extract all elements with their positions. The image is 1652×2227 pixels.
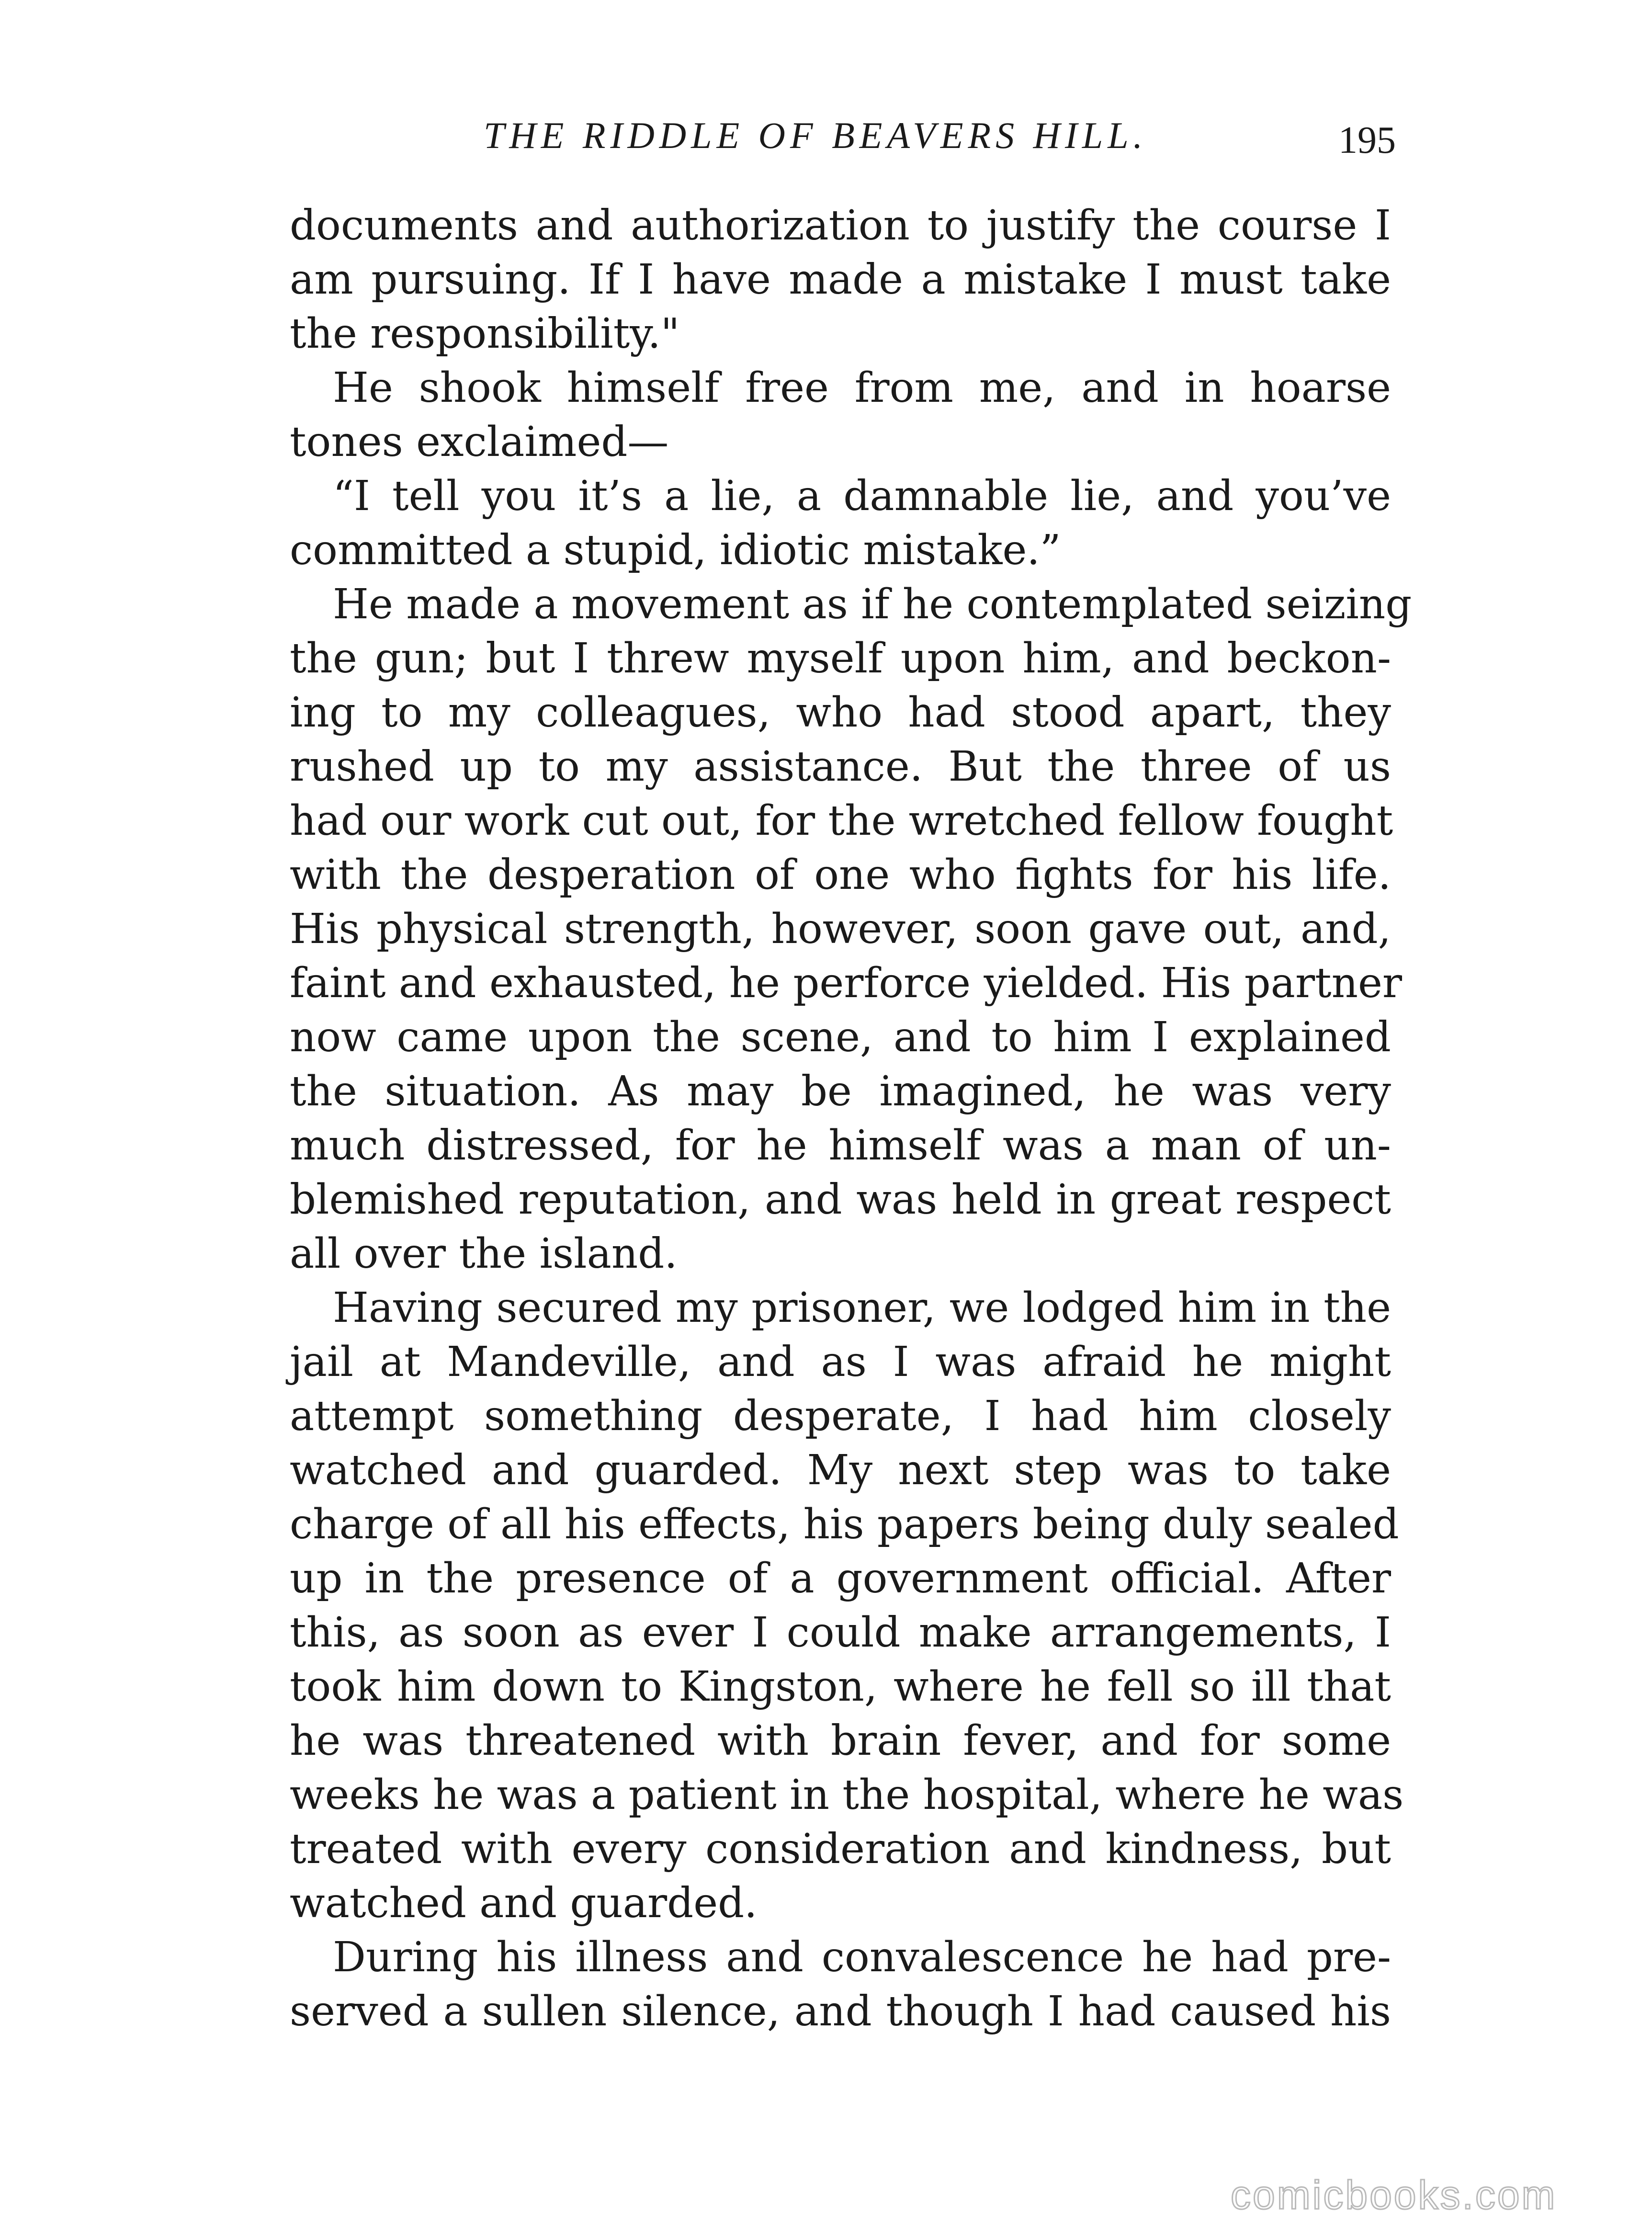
text-line: am pursuing. If I have made a mistake I must take	[290, 256, 1391, 304]
text-line: charge of all his effects, his papers being duly sealed	[290, 1500, 1399, 1548]
text-line: with the desperation of one who fights for his life.	[290, 851, 1391, 899]
text-line: the responsibility."	[290, 310, 680, 358]
text-line: this, as soon as ever I could make arrangements, I	[290, 1609, 1391, 1657]
text-line: documents and authorization to justify the course I	[290, 202, 1391, 250]
text-line: jail at Mandeville, and as I was afraid he might	[290, 1338, 1391, 1386]
text-line: he was threatened with brain fever, and for some	[290, 1717, 1391, 1765]
text-line: rushed up to my assistance. But the three of us	[290, 743, 1391, 791]
paragraph-start-line: “I tell you it’s a lie, a damnable lie, and you’ve	[333, 472, 1391, 520]
text-line: faint and exhausted, he perforce yielded. His partner	[290, 959, 1403, 1007]
text-line: up in the presence of a government official. After	[290, 1555, 1391, 1602]
text-line: the gun; but I threw myself upon him, and beckon-	[290, 635, 1391, 682]
text-line: ing to my colleagues, who had stood apart, they	[290, 689, 1391, 737]
text-line: had our work cut out, for the wretched fellow fought	[290, 797, 1393, 845]
paragraph-start-line: He made a movement as if he contemplated seizing	[333, 580, 1412, 628]
text-line: committed a stupid, idiotic mistake.”	[290, 526, 1061, 574]
text-line: treated with every consideration and kindness, but	[290, 1825, 1391, 1873]
page-number: 195	[1338, 119, 1396, 161]
text-line: attempt something desperate, I had him closely	[290, 1392, 1391, 1440]
watermark: comicbooks.com	[1231, 2172, 1557, 2217]
text-line: weeks he was a patient in the hospital, where he was	[290, 1771, 1404, 1819]
text-line: took him down to Kingston, where he fell so ill that	[290, 1663, 1391, 1711]
text-line: His physical strength, however, soon gave out, and,	[290, 905, 1391, 953]
text-line: the situation. As may be imagined, he was very	[290, 1068, 1391, 1115]
text-line: now came upon the scene, and to him I explained	[290, 1013, 1391, 1061]
text-line: served a sullen silence, and though I had caused his	[290, 1988, 1391, 2035]
text-line: much distressed, for he himself was a man of un-	[290, 1122, 1391, 1170]
text-line: all over the island.	[290, 1230, 678, 1278]
text-line: watched and guarded. My next step was to take	[290, 1446, 1391, 1494]
text-line: watched and guarded.	[290, 1879, 758, 1927]
text-line: tones exclaimed—	[290, 418, 669, 466]
running-title: THE RIDDLE OF BEAVERS HILL.	[484, 114, 1148, 156]
paragraph-start-line: He shook himself free from me, and in hoarse	[333, 364, 1391, 412]
body-text	[290, 199, 1412, 2039]
text-line: blemished reputation, and was held in great respect	[290, 1176, 1391, 1224]
paragraph-start-line: During his illness and convalescence he had pre-	[333, 1933, 1391, 1981]
paragraph-start-line: Having secured my prisoner, we lodged him in the	[333, 1284, 1391, 1332]
